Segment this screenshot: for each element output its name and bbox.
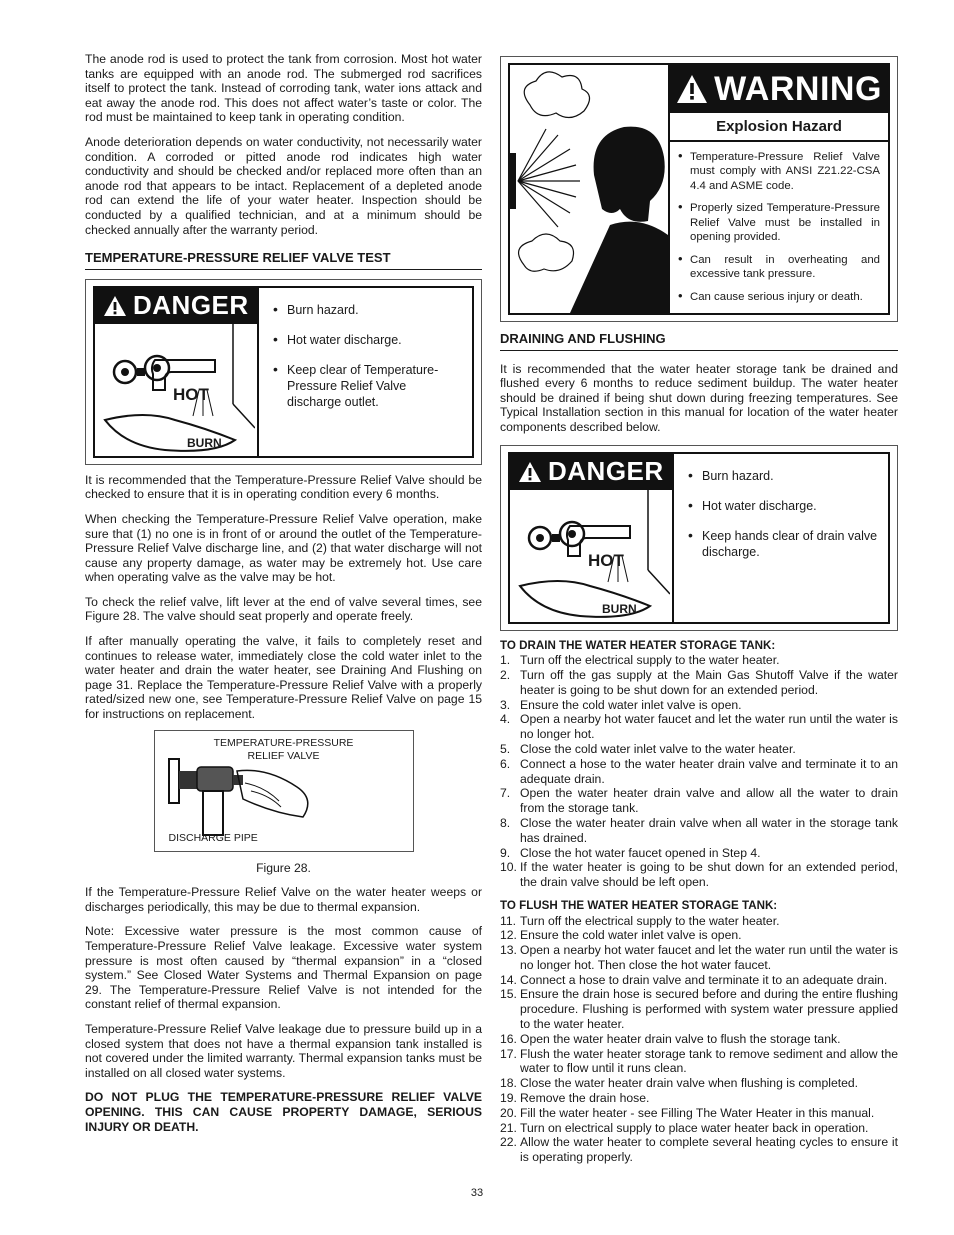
tp-paragraph-5: If the Temperature-Pressure Relief Valve on the water heater weeps or discharges periodically, this may be due to thermal expansion. bbox=[85, 885, 482, 914]
list-item: • Hot water discharge. bbox=[273, 332, 462, 348]
step-number: 2. bbox=[500, 667, 511, 682]
step-text: Ensure the cold water inlet valve is open. bbox=[520, 928, 742, 943]
step-text: Ensure the drain hose is secured before and during the entire flushing procedure. Flushing is performed with system water pressure applied to the water heater. bbox=[520, 987, 898, 1032]
warning-panel bbox=[500, 56, 898, 322]
list-item bbox=[500, 757, 898, 787]
step-text: Flush the water heater storage tank to remove sediment and allow the water to flow until it runs clean. bbox=[520, 1046, 898, 1076]
danger-banner bbox=[510, 454, 672, 490]
danger-banner bbox=[95, 288, 257, 324]
step-text: Open the water heater drain valve and allow all the water to drain from the storage tank. bbox=[520, 786, 898, 816]
tp-warning-caps: DO NOT PLUG THE TEMPERATURE-PRESSURE RELIEF VALVE OPENING. THIS CAN CAUSE PROPERTY DAMAGE, SERIOUS INJURY OR DEATH. bbox=[85, 1090, 482, 1134]
list-item bbox=[500, 914, 898, 929]
tp-paragraph-2: When checking the Temperature-Pressure Relief Valve operation, make sure that (1) no one is in front of or around the outlet of the Temperature-Pressure Relief Valve discharge line, and (2) that water discharge will not cause any property damage, as water may be extremely hot. Use care when operating valve as the valve may be hot. bbox=[85, 511, 482, 585]
list-item bbox=[500, 653, 898, 668]
step-number: 4. bbox=[500, 712, 511, 727]
hot-label: HOT bbox=[588, 550, 624, 570]
hot-water-faucet-icon bbox=[510, 490, 672, 622]
step-text: Remove the drain hose. bbox=[520, 1091, 650, 1106]
list-item: • Properly sized Temperature-Pressure Relief Valve must be installed in opening provided. bbox=[678, 201, 880, 245]
hot-label: HOT bbox=[173, 384, 209, 404]
list-item bbox=[500, 1091, 898, 1106]
step-text: Close the hot water faucet opened in Step 4. bbox=[520, 845, 761, 860]
step-number: 16. bbox=[500, 1031, 517, 1046]
step-number: 13. bbox=[500, 943, 517, 958]
burn-label: BURN bbox=[187, 435, 222, 450]
tp-paragraph-1: It is recommended that the Temperature-Pressure Relief Valve should be checked to ensure that it is in operating condition every 6 months. bbox=[85, 472, 482, 502]
warning-triangle-icon bbox=[103, 295, 127, 317]
step-number: 21. bbox=[500, 1120, 517, 1135]
drain-steps-list bbox=[500, 653, 898, 890]
step-number: 6. bbox=[500, 756, 511, 771]
tp-paragraph-7: Temperature-Pressure Relief Valve leakage due to pressure build up in a closed system that does not have a thermal expansion tank installed is not covered under the limited warranty. Thermal expansion tanks must be installed on all closed water systems. bbox=[85, 1021, 482, 1080]
list-item: • Can cause serious injury or death. bbox=[678, 290, 880, 305]
hot-water-faucet-icon bbox=[95, 324, 257, 456]
warning-bullet-list bbox=[670, 142, 888, 313]
list-item: • Burn hazard. bbox=[688, 468, 878, 484]
tp-paragraph-3: To check the relief valve, lift lever at the end of valve several times, see Figure 28. The valve should seat properly and operate freely. bbox=[85, 594, 482, 624]
tp-valve-heading: TEMPERATURE-PRESSURE RELIEF VALVE TEST bbox=[85, 251, 482, 270]
step-text: Open a nearby hot water faucet and let the water run until the water is no longer hot. bbox=[520, 712, 898, 742]
step-number: 11. bbox=[500, 913, 517, 928]
step-number: 1. bbox=[500, 653, 511, 668]
list-item bbox=[500, 742, 898, 757]
list-item bbox=[500, 712, 898, 742]
list-item bbox=[500, 928, 898, 943]
danger-label bbox=[508, 452, 890, 624]
warning-triangle-icon bbox=[676, 74, 708, 104]
list-item bbox=[500, 1121, 898, 1136]
step-number: 15. bbox=[500, 987, 517, 1002]
step-number: 5. bbox=[500, 741, 511, 756]
step-text: Ensure the cold water inlet valve is open. bbox=[520, 697, 742, 712]
figure-28 bbox=[154, 730, 414, 852]
step-number: 20. bbox=[500, 1105, 517, 1120]
flush-steps-title: TO FLUSH THE WATER HEATER STORAGE TANK: bbox=[500, 898, 778, 912]
page-number: 33 bbox=[470, 1187, 484, 1199]
figure-caption: Figure 28. bbox=[256, 860, 311, 875]
list-item: • Burn hazard. bbox=[273, 302, 462, 318]
tp-paragraph-6: Note: Excessive water pressure is the most common cause of Temperature-Pressure Relief Valve leakage. Excessive water system pressure is most often caused by “thermal expansion” in a “closed system.” See Closed Water Systems and Thermal Expansion on page 29. The Temperature-Pressure Relief Valve is not intended for the constant relief of thermal expansion. bbox=[85, 924, 482, 1012]
danger-banner-text: DANGER bbox=[133, 290, 249, 321]
list-item bbox=[500, 816, 898, 846]
list-item: • Keep clear of Temperature-Pressure Relief Valve discharge outlet. bbox=[273, 362, 462, 410]
step-number: 3. bbox=[500, 697, 511, 712]
list-item bbox=[500, 668, 898, 698]
step-text: Allow the water heater to complete several heating cycles to ensure it is operating properly. bbox=[520, 1135, 898, 1165]
list-item bbox=[500, 943, 898, 973]
list-item bbox=[500, 1047, 898, 1077]
danger-panel-drain bbox=[500, 445, 898, 631]
warning-banner-text: WARNING bbox=[714, 69, 882, 108]
step-text: Turn on electrical supply to place water heater back in operation. bbox=[520, 1120, 869, 1135]
list-item bbox=[500, 1106, 898, 1121]
step-text: Open a nearby hot water faucet and let the water run until the water is no longer hot. Then close the hot water faucet. bbox=[520, 943, 898, 972]
tp-paragraph-4: If after manually operating the valve, it fails to completely reset and continues to release water, immediately close the cold water inlet to the water heater and drain the water heater, see Draining And Flushing on page 31. Replace the Temperature-Pressure Relief Valve with a properly rated/sized new one, see Temperature-Pressure Relief Valve on page 15 for instructions on replacement. bbox=[85, 634, 482, 722]
step-number: 22. bbox=[500, 1135, 517, 1150]
warning-banner bbox=[670, 65, 888, 113]
step-number: 7. bbox=[500, 786, 511, 801]
list-item bbox=[500, 786, 898, 816]
danger-panel-tp bbox=[85, 279, 482, 465]
list-item: • Temperature-Pressure Relief Valve must comply with ANSI Z21.22-CSA 4.4 and ASME code. bbox=[678, 150, 880, 194]
step-text: Close the cold water inlet valve to the water heater. bbox=[520, 741, 796, 756]
list-item bbox=[500, 1032, 898, 1047]
drain-steps-title: TO DRAIN THE WATER HEATER STORAGE TANK: bbox=[500, 638, 776, 652]
draining-heading: DRAINING AND FLUSHING bbox=[500, 332, 898, 351]
step-text: Turn off the electrical supply to the water heater. bbox=[520, 913, 780, 928]
figure-label-top-1: TEMPERATURE-PRESSURE bbox=[213, 736, 354, 749]
explosion-hazard-icon bbox=[510, 65, 670, 313]
anode-paragraph-2: Anode deterioration depends on water conductivity, not necessarily water condition. A corroded or pitted anode rod indicates high water conductivity and should be checked and/or replaced more often than an anode rod that appears to be intact. Replacement of a depleted anode rod can extend the life of your water heater. Inspection should be conducted by a qualified technician, and at a minimum should be checked annually after the warranty period. bbox=[85, 134, 482, 237]
step-text: Connect a hose to the water heater drain valve and terminate it to an adequate drain. bbox=[520, 756, 898, 786]
step-number: 10. bbox=[500, 860, 517, 875]
danger-label bbox=[93, 286, 474, 458]
list-item: • Hot water discharge. bbox=[688, 498, 878, 514]
draining-paragraph: It is recommended that the water heater storage tank be drained and flushed every 6 months to reduce sediment buildup. The water heater should be drained if being shut down during freezing temperatures. See Typical Installation section in this manual for location of the water heater components described below. bbox=[500, 361, 898, 434]
danger-banner-text: DANGER bbox=[548, 456, 664, 487]
list-item: • Keep hands clear of drain valve discharge. bbox=[688, 528, 878, 560]
step-text: Close the water heater drain valve when flushing is completed. bbox=[520, 1076, 859, 1091]
list-item bbox=[500, 987, 898, 1031]
danger-bullet-list bbox=[273, 302, 462, 410]
anode-paragraph-1: The anode rod is used to protect the tank from corrosion. Most hot water tanks are equipped with an anode rod. The submerged rod sacrifices itself to protect the tank. Instead of corroding tank, water ions attack and eat away the anode rod. This does not affect water’s taste or color. The rod must be maintained to keep tank in operating condition. bbox=[85, 52, 482, 125]
step-text: Fill the water heater - see Filling The Water Heater in this manual. bbox=[520, 1105, 875, 1120]
flush-steps-list bbox=[500, 914, 898, 1166]
list-item bbox=[500, 1135, 898, 1165]
list-item bbox=[500, 973, 898, 988]
step-number: 18. bbox=[500, 1076, 517, 1091]
figure-label-bottom: DISCHARGE PIPE bbox=[168, 832, 258, 845]
figure-label-top-2: RELIEF VALVE bbox=[247, 749, 320, 762]
danger-bullet-list bbox=[688, 468, 878, 560]
step-number: 14. bbox=[500, 972, 517, 987]
step-number: 17. bbox=[500, 1046, 517, 1061]
step-number: 19. bbox=[500, 1091, 517, 1106]
step-text: Connect a hose to drain valve and terminate it to an adequate drain. bbox=[520, 972, 888, 987]
step-text: Open the water heater drain valve to flush the storage tank. bbox=[520, 1031, 841, 1046]
step-number: 8. bbox=[500, 815, 511, 830]
warning-label bbox=[508, 63, 890, 315]
warning-triangle-icon bbox=[518, 461, 542, 483]
step-text: Turn off the gas supply at the Main Gas Shutoff Valve if the water heater is going to be shut down for an extended period. bbox=[520, 667, 898, 697]
warning-subtitle: Explosion Hazard bbox=[670, 113, 888, 142]
burn-label: BURN bbox=[602, 601, 637, 616]
step-number: 9. bbox=[500, 845, 511, 860]
list-item bbox=[500, 698, 898, 713]
step-text: Close the water heater drain valve when all water in the storage tank has drained. bbox=[520, 815, 898, 845]
step-text: If the water heater is going to be shut down for an extended period, the drain valve should be left open. bbox=[520, 860, 898, 890]
right-column bbox=[500, 56, 898, 1165]
list-item bbox=[500, 860, 898, 890]
step-number: 12. bbox=[500, 928, 517, 943]
left-column bbox=[85, 52, 482, 1144]
list-item bbox=[500, 1076, 898, 1091]
step-text: Turn off the electrical supply to the water heater. bbox=[520, 653, 780, 668]
list-item bbox=[500, 846, 898, 861]
list-item: • Can result in overheating and excessive tank pressure. bbox=[678, 253, 880, 282]
